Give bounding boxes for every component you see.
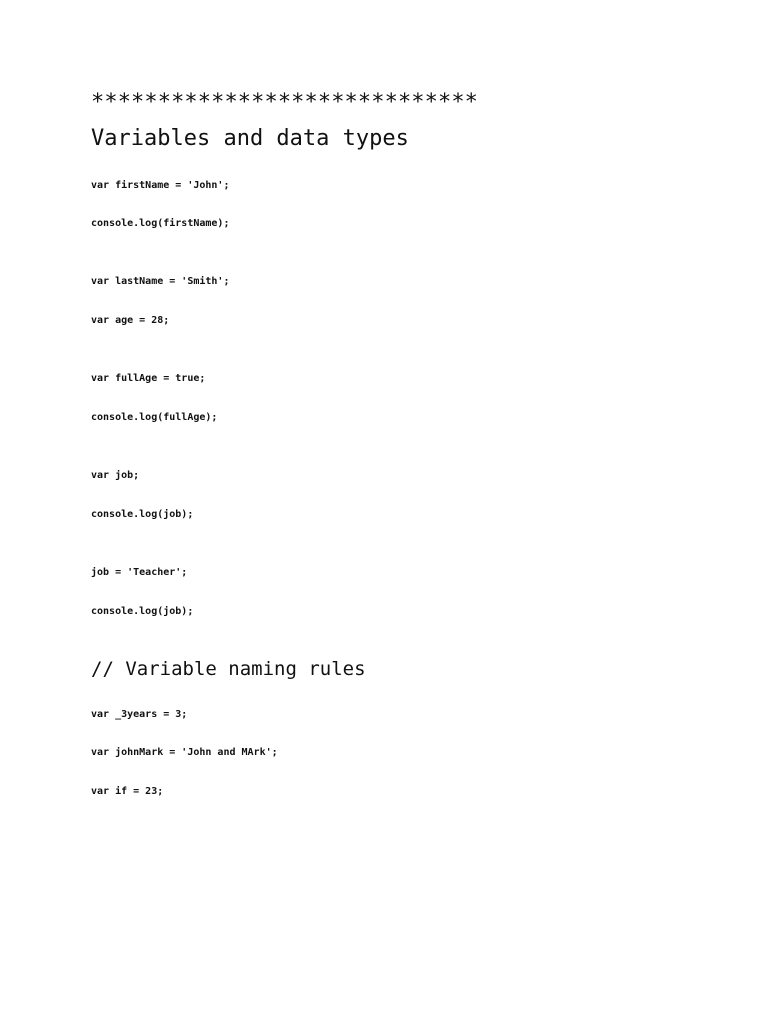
code-line: job = 'Teacher';	[91, 567, 188, 578]
code-line: console.log(job);	[91, 509, 194, 520]
code-line: console.log(fullAge);	[91, 412, 218, 423]
code-line: var johnMark = 'John and MArk';	[91, 747, 278, 758]
code-line: var if = 23;	[91, 786, 164, 797]
code-line: var age = 28;	[91, 315, 170, 326]
code-line: var lastName = 'Smith';	[91, 276, 230, 287]
page-title: Variables and data types	[91, 126, 409, 151]
section-heading: // Variable naming rules	[91, 658, 366, 680]
asterisk-divider: *****************************	[91, 90, 479, 115]
code-line: var firstName = 'John';	[91, 180, 230, 191]
code-line: var job;	[91, 470, 140, 481]
code-line: var fullAge = true;	[91, 373, 206, 384]
code-line: var _3years = 3;	[91, 709, 188, 720]
code-line: console.log(job);	[91, 606, 194, 617]
code-line: console.log(firstName);	[91, 218, 230, 229]
